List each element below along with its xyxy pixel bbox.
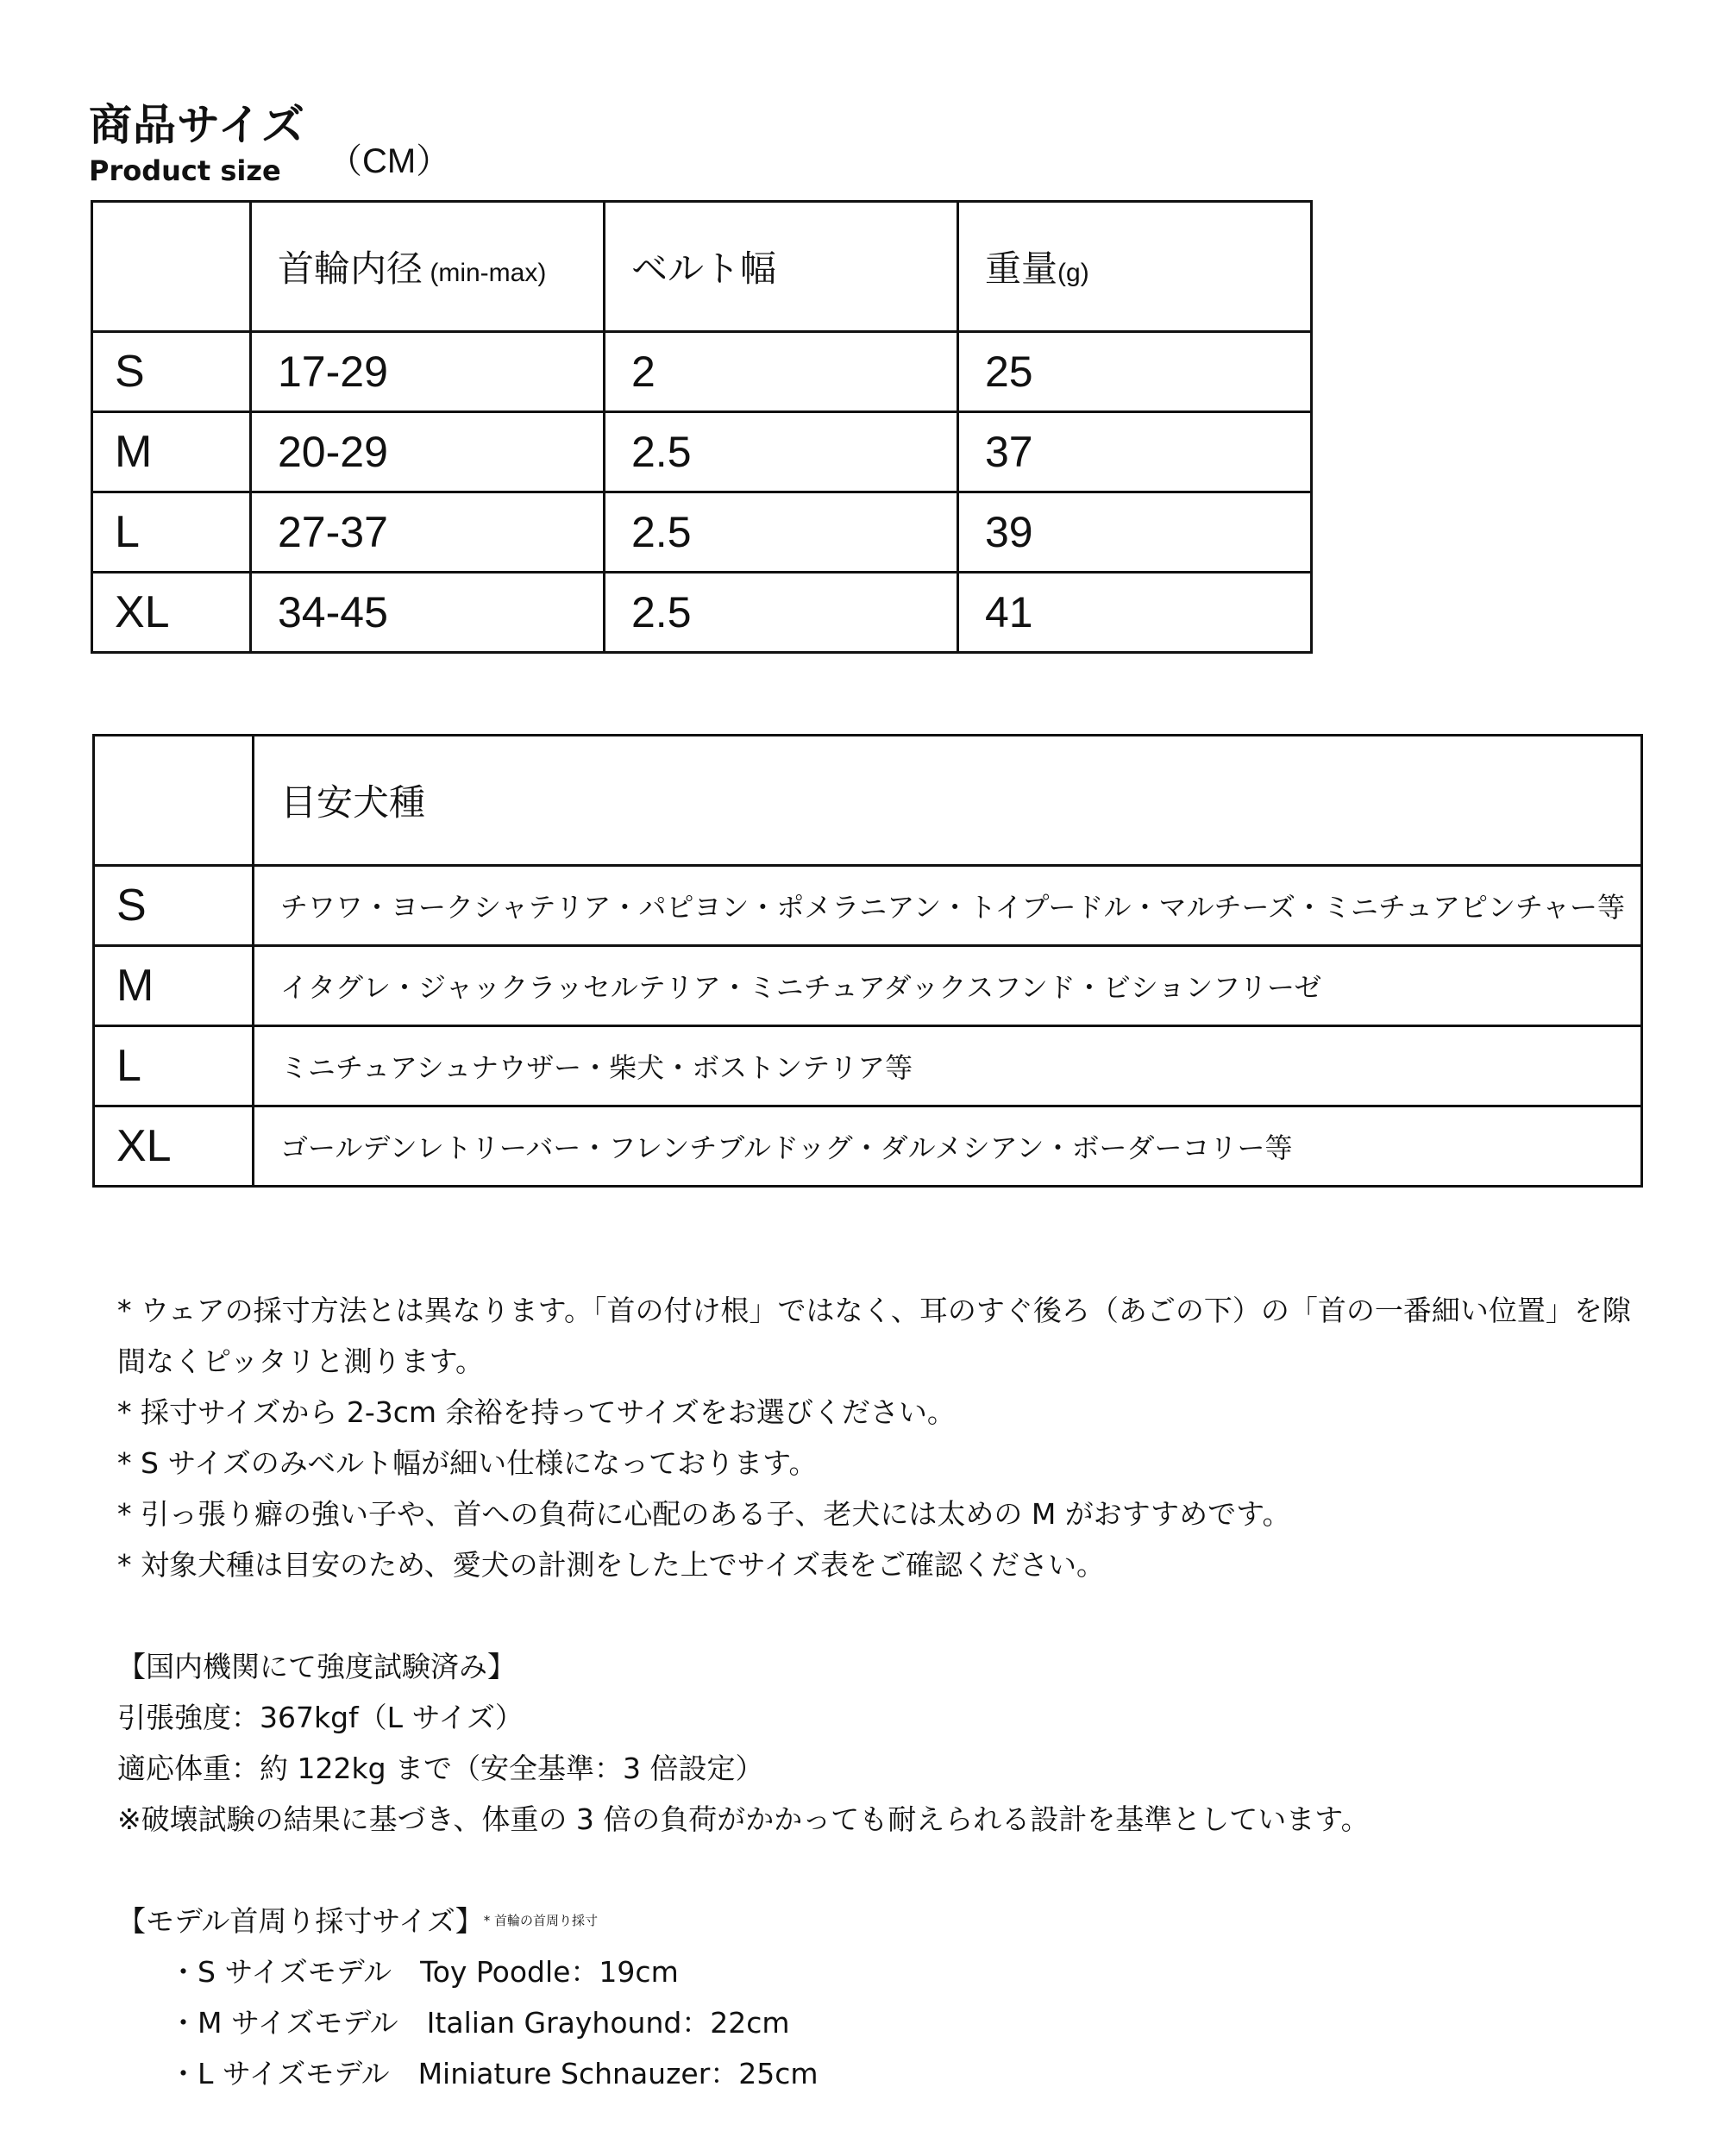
spacer	[117, 1845, 1644, 1896]
neck-cell	[251, 332, 605, 412]
weight-value: 41	[985, 588, 1033, 636]
belt-value: 2	[631, 348, 656, 396]
breed-list: イタグレ・ジャックラッセルテリア・ミニチュアダックスフンド・ビションフリーゼ	[280, 971, 1322, 1004]
unit-label: （CM）	[328, 142, 451, 180]
size-label: M	[116, 961, 154, 1011]
weight-cell	[958, 573, 1312, 653]
weight-value: 39	[985, 508, 1033, 556]
title-japanese: 商品サイズ	[89, 100, 305, 150]
breed-table	[92, 734, 1643, 1188]
size-label: XL	[115, 587, 170, 637]
note-line: 間なくピッタリと測ります。	[117, 1344, 485, 1378]
model-heading-line	[117, 1896, 1644, 1946]
table-row	[92, 492, 1312, 573]
neck-value: 27-37	[278, 508, 388, 556]
note-line: * S サイズのみベルト幅が細い仕様になっております。	[117, 1446, 818, 1480]
table-row	[94, 1026, 1642, 1106]
breed-cell	[254, 946, 1642, 1026]
breed-header-label: 目安犬種	[280, 781, 426, 824]
size-label-cell	[94, 1026, 254, 1106]
weight-label: 重量	[985, 248, 1058, 290]
breed-cell	[254, 866, 1642, 946]
size-label-cell	[94, 1106, 254, 1187]
neck-cell	[251, 412, 605, 492]
header-belt-width	[605, 202, 958, 332]
table-row	[94, 1106, 1642, 1187]
size-table-header-row	[92, 202, 1312, 332]
model-heading-note: * 首輪の首周り採寸	[483, 1913, 598, 1928]
belt-cell	[605, 332, 958, 412]
neck-value: 34-45	[278, 588, 388, 636]
size-label-cell	[92, 492, 251, 573]
size-label-cell	[92, 412, 251, 492]
belt-value: 2.5	[631, 588, 692, 636]
table-row	[94, 866, 1642, 946]
strength-line: ※破壊試験の結果に基づき、体重の 3 倍の負荷がかかっても耐えられる設計を基準としています。	[117, 1802, 1370, 1836]
note-line: * 引っ張り癖の強い子や、首への負荷に心配のある子、老犬には太めの M がおすすめです。	[117, 1497, 1291, 1531]
table-row	[94, 946, 1642, 1026]
table-row	[92, 332, 1312, 412]
breed-list: チワワ・ヨークシャテリア・パピヨン・ポメラニアン・トイプードル・マルチーズ・ミニチュアピンチャー等	[280, 891, 1626, 924]
note-line: * 対象犬種は目安のため、愛犬の計測をした上でサイズ表をご確認ください。	[117, 1548, 1106, 1582]
size-label: XL	[116, 1121, 172, 1171]
belt-value: 2.5	[631, 508, 692, 556]
neck-range-label: (min-max)	[423, 259, 547, 287]
belt-cell	[605, 412, 958, 492]
size-label-cell	[94, 946, 254, 1026]
size-table	[91, 200, 1313, 654]
weight-cell	[958, 332, 1312, 412]
belt-cell	[605, 573, 958, 653]
breed-table-header-row	[94, 736, 1642, 866]
weight-unit-label: (g)	[1057, 259, 1089, 287]
header-neck-diameter	[251, 202, 605, 332]
model-item: ・M サイズモデル Italian Grayhound：22cm	[169, 2006, 790, 2040]
breed-list: ゴールデンレトリーバー・フレンチブルドッグ・ダルメシアン・ボーダーコリー等	[280, 1131, 1293, 1164]
weight-value: 25	[985, 348, 1033, 396]
belt-width-label: ベルト幅	[631, 248, 777, 290]
neck-cell	[251, 492, 605, 573]
size-table-corner-cell	[92, 202, 251, 332]
weight-cell	[958, 412, 1312, 492]
title-english: Product size	[89, 154, 281, 187]
belt-cell	[605, 492, 958, 573]
note-line: * ウェアの採寸方法とは異なります。「首の付け根」ではなく、耳のすぐ後ろ（あごの下）の「首の一番細い位置」を隙	[117, 1294, 1631, 1327]
model-item: ・L サイズモデル Miniature Schnauzer：25cm	[169, 2057, 819, 2090]
header-breed	[254, 736, 1642, 866]
table-row	[92, 573, 1312, 653]
size-label: L	[116, 1041, 141, 1091]
header-weight	[958, 202, 1312, 332]
note-line: * 採寸サイズから 2-3cm 余裕を持ってサイズをお選びください。	[117, 1395, 956, 1429]
notes-section	[117, 1285, 1644, 2099]
breed-cell	[254, 1106, 1642, 1187]
model-item: ・S サイズモデル Toy Poodle：19cm	[169, 1955, 679, 1989]
size-label: S	[115, 347, 145, 397]
strength-heading: 【国内機関にて強度試験済み】	[117, 1650, 516, 1683]
breed-list: ミニチュアシュナウザー・柴犬・ボストンテリア等	[280, 1051, 913, 1084]
page-title	[89, 97, 305, 188]
weight-cell	[958, 492, 1312, 573]
strength-line: 引張強度：367kgf（L サイズ）	[117, 1701, 524, 1734]
weight-value: 37	[985, 428, 1033, 476]
size-label-cell	[94, 866, 254, 946]
size-label: L	[115, 507, 140, 557]
spacer	[117, 1590, 1644, 1641]
neck-value: 20-29	[278, 428, 388, 476]
table-row	[92, 412, 1312, 492]
size-label-cell	[92, 332, 251, 412]
neck-diameter-label: 首輪内径	[278, 248, 423, 290]
neck-cell	[251, 573, 605, 653]
model-heading: 【モデル首周り採寸サイズ】	[117, 1904, 484, 1938]
size-label-cell	[92, 573, 251, 653]
strength-line: 適応体重：約 122kg まで（安全基準：3 倍設定）	[117, 1752, 764, 1785]
breed-table-corner-cell	[94, 736, 254, 866]
breed-cell	[254, 1026, 1642, 1106]
neck-value: 17-29	[278, 348, 388, 396]
belt-value: 2.5	[631, 428, 692, 476]
size-label: M	[115, 427, 153, 477]
size-label: S	[116, 881, 147, 931]
